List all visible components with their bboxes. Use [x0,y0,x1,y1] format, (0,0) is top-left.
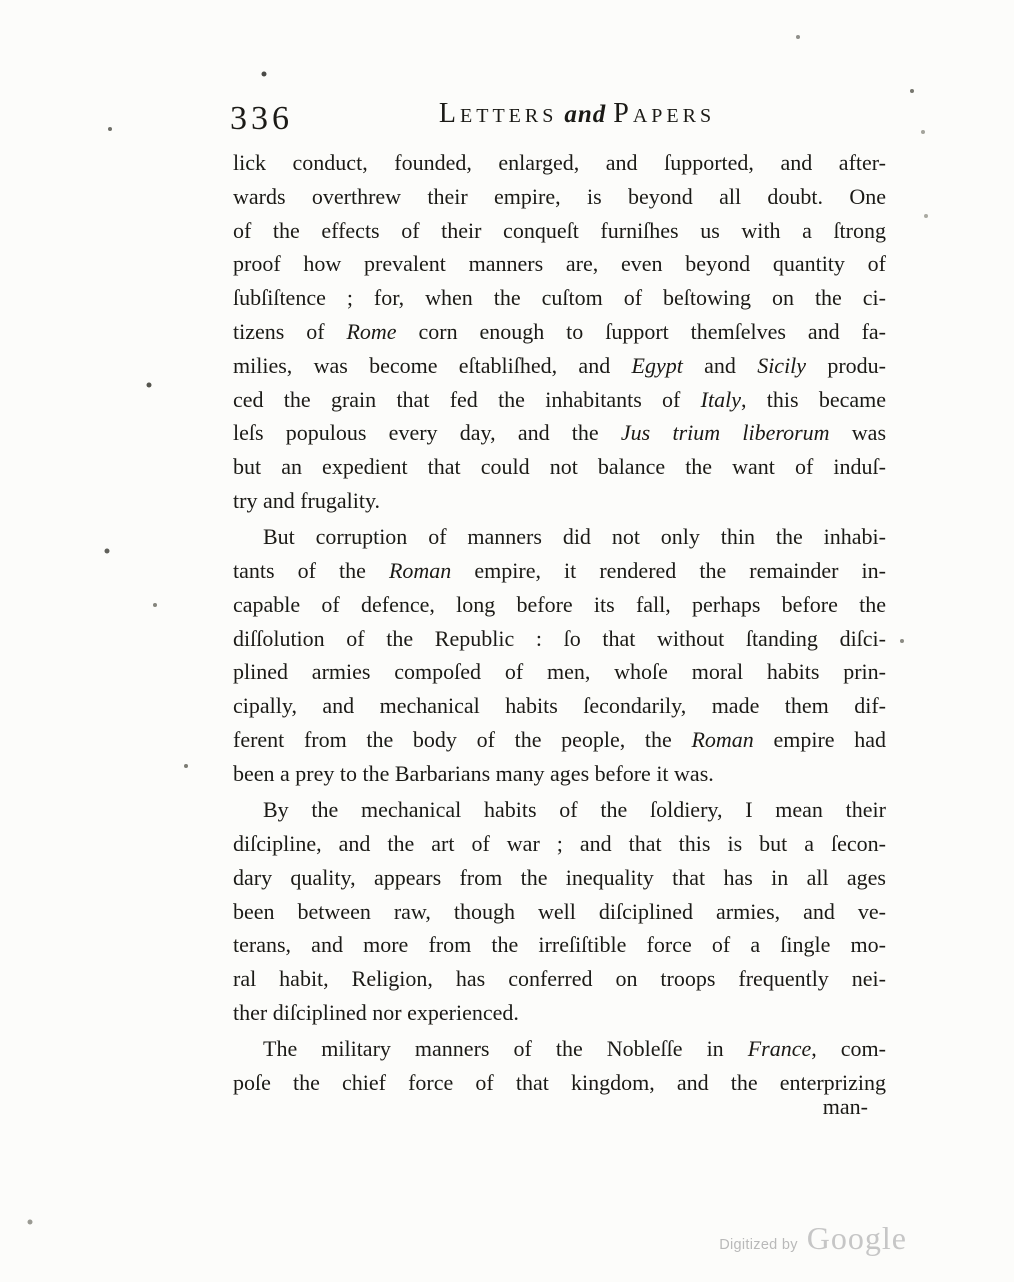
header-word-letters: Letters [438,98,558,129]
text-segment: plined armies compoſed of men, whoſe moral habits prin- [233,659,886,685]
text-line [233,416,886,450]
italic-text-segment: Roman [691,727,754,753]
text-segment: lick conduct, founded, enlarged, and ſupported, and after- [233,150,886,175]
italic-text-segment: Sicily [757,352,807,378]
text-line [233,520,886,554]
header-word-and: and [564,101,607,128]
text-line [233,689,886,723]
text-segment: wards overthrew their empire, is beyond all doubt. One [233,183,886,209]
text-segment: capable of defence, long before its fall, perhaps before the [233,591,886,617]
text-segment: ſubſiſtence ; for, when the cuſtom of beſtowing on the ci- [233,285,886,311]
text-segment: By the mechanical habits of the ſoldiery, I mean their [263,797,886,823]
italic-text-segment: Egypt [631,352,683,378]
text-line [233,723,886,757]
text-segment: empire had [753,727,886,753]
text-segment: try and frugality. [233,487,381,513]
text-line [233,214,886,248]
text-line [233,1032,886,1066]
text-line [233,180,886,214]
text-segment: But corruption of manners did not only thin the inhabi- [263,524,886,550]
text-segment: leſs populous every day, and the [233,420,621,446]
running-header [140,98,1014,130]
text-segment: ferent from the body of the people, the [233,727,692,753]
italic-text-segment: Roman [388,558,452,584]
text-segment: and [682,352,758,378]
text-line [233,928,886,962]
text-segment: dary quality, appears from the inequality that has in all ages [233,864,886,890]
text-segment: produ- [806,352,887,378]
text-line [233,895,886,929]
text-segment: The military manners of the Nobleſſe in [263,1036,748,1062]
scan-speckles [0,0,2,2]
text-line [233,484,886,518]
text-line [233,281,886,315]
italic-text-segment: Rome [346,318,397,344]
paragraph [233,793,886,1030]
text-line [233,827,886,861]
catchword: man- [822,1094,868,1119]
text-segment: been between raw, though well diſciplined armies, and ve- [233,898,886,924]
text-segment: diſcipline, and the art of war ; and that this is but a ſecon- [233,830,886,856]
text-segment: cipally, and mechanical habits ſecondarily, made them dif- [233,693,886,719]
text-segment: corn enough to ſupport themſelves and fa- [396,318,886,344]
header-word-papers: Papers [613,98,716,129]
google-logo: Google [806,1220,907,1256]
text-segment: been a prey to the Barbarians many ages before it was. [233,760,714,786]
text-line [233,146,886,180]
text-line [233,757,886,791]
text-line [233,315,886,349]
text-segment: ther diſciplined nor experienced. [233,999,519,1025]
text-segment: , this became [740,386,886,412]
text-line [233,450,886,484]
text-segment: proof how prevalent manners are, even beyond quantity of [233,251,886,277]
text-line [233,793,886,827]
text-line [233,962,886,996]
text-line [233,622,886,656]
italic-text-segment: Jus trium liberorum [620,420,830,446]
text-segment: tants of the [233,558,389,584]
text-line [233,588,886,622]
text-line [233,383,886,417]
text-segment: was [829,420,887,446]
paragraph [233,146,886,518]
paragraph [233,520,886,790]
text-line [233,349,886,383]
text-line [233,861,886,895]
watermark-prefix: Digitized by [719,1237,798,1253]
text-segment: , com- [811,1036,886,1062]
text-segment: ced the grain that fed the inhabitants of [233,386,701,412]
digitized-watermark [719,1220,907,1257]
text-line [233,655,886,689]
text-segment: diſſolution of the Republic : ſo that without ſtanding diſci- [233,625,886,651]
text-segment: of the effects of their conqueſt furniſhes us with a ſtrong [233,217,886,243]
text-line [233,247,886,281]
text-segment: empire, it rendered the remainder in- [451,558,886,584]
text-segment: tizens of [233,318,347,344]
italic-text-segment: France [747,1036,812,1062]
text-segment: terans, and more from the irreſiſtible force of a ſingle mo- [233,932,886,958]
text-line [233,996,886,1030]
text-line [233,1066,886,1100]
body-text [233,146,886,1102]
text-segment: ral habit, Religion, has conferred on troops frequently nei- [233,966,886,992]
text-segment: but an expedient that could not balance the want of induſ- [233,454,886,480]
text-line [233,554,886,588]
page-number: 336 [230,100,293,137]
text-segment: poſe the chief force of that kingdom, and the enterprizing [233,1070,886,1096]
paragraph [233,1032,886,1100]
text-segment: milies, was become eſtabliſhed, and [233,352,632,378]
italic-text-segment: Italy [700,386,741,412]
